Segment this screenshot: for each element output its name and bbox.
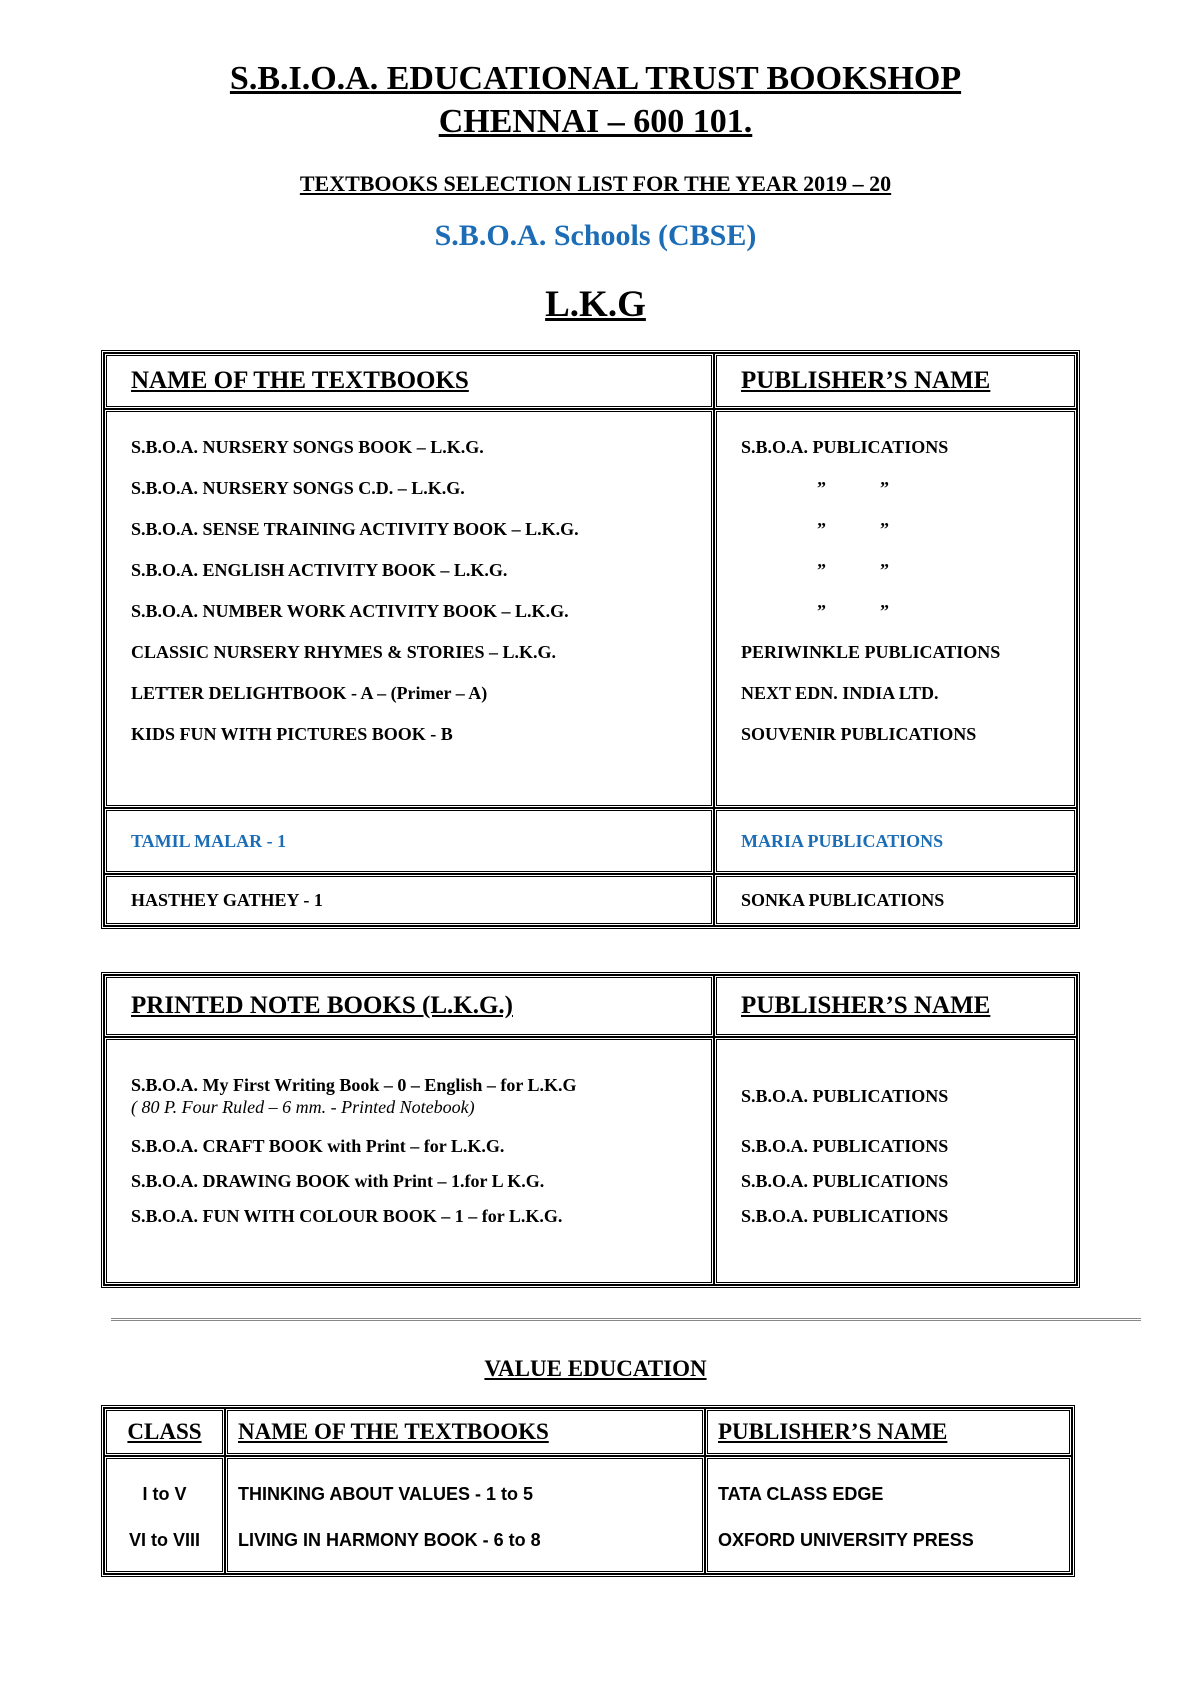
schools-heading: S.B.O.A. Schools (CBSE) bbox=[434, 219, 757, 252]
list-item: S.B.O.A. PUBLICATIONS bbox=[741, 1171, 949, 1191]
list-item-note: ( 80 P. Four Ruled – 6 mm. - Printed Notebook) bbox=[131, 1097, 475, 1117]
textbooks-list bbox=[104, 409, 714, 808]
list-item: S.B.O.A. NUMBER WORK ACTIVITY BOOK – L.K.G. bbox=[131, 601, 569, 621]
table-cell: TATA CLASS EDGE bbox=[718, 1484, 884, 1504]
list-item: S.B.O.A. PUBLICATIONS bbox=[741, 1206, 949, 1226]
page-subtitle: TEXTBOOKS SELECTION LIST FOR THE YEAR 2019 – 20 bbox=[299, 171, 892, 196]
textbooks-header-name: NAME OF THE TEXTBOOKS bbox=[104, 353, 714, 409]
table-cell: I to V bbox=[142, 1484, 187, 1504]
hindi-publisher: SONKA PUBLICATIONS bbox=[714, 874, 1077, 926]
ve-header-publisher: PUBLISHER’S NAME bbox=[705, 1408, 1072, 1456]
ve-header-class: CLASS bbox=[104, 1408, 225, 1456]
list-item: NEXT EDN. INDIA LTD. bbox=[741, 683, 939, 703]
list-item: S.B.O.A. FUN WITH COLOUR BOOK – 1 – for L.K.G. bbox=[131, 1206, 563, 1226]
notebooks-table bbox=[101, 972, 1080, 1288]
ve-header-book: NAME OF THE TEXTBOOKS bbox=[225, 1408, 705, 1456]
page-title-location: CHENNAI – 600 101. bbox=[438, 103, 753, 140]
list-item: S.B.O.A. DRAWING BOOK with Print – 1.for L K.G. bbox=[131, 1171, 545, 1191]
page-title: S.B.I.O.A. EDUCATIONAL TRUST BOOKSHOP bbox=[229, 60, 962, 97]
notebooks-list bbox=[104, 1037, 714, 1285]
notebooks-publishers bbox=[714, 1037, 1077, 1285]
table-cell: VI to VIII bbox=[128, 1530, 200, 1550]
list-item: S.B.O.A. ENGLISH ACTIVITY BOOK – L.K.G. bbox=[131, 560, 508, 580]
list-item: S.B.O.A. NURSERY SONGS C.D. – L.K.G. bbox=[131, 478, 465, 498]
value-education-table bbox=[101, 1405, 1075, 1577]
notebooks-header-name: PRINTED NOTE BOOKS (L.K.G.) bbox=[104, 975, 714, 1037]
list-item: S.B.O.A. PUBLICATIONS bbox=[741, 1086, 949, 1106]
list-item: S.B.O.A. PUBLICATIONS bbox=[741, 1136, 949, 1156]
notebooks-header-publisher: PUBLISHER’S NAME bbox=[714, 975, 1077, 1037]
tamil-publisher: MARIA PUBLICATIONS bbox=[714, 808, 1077, 874]
table-cell: LIVING IN HARMONY BOOK - 6 to 8 bbox=[238, 1530, 541, 1550]
table-cell: OXFORD UNIVERSITY PRESS bbox=[718, 1530, 974, 1550]
tamil-book: TAMIL MALAR - 1 bbox=[104, 808, 714, 874]
list-item: S.B.O.A. My First Writing Book – 0 – English – for L.K.G bbox=[131, 1075, 577, 1095]
list-item: LETTER DELIGHTBOOK - A – (Primer – A) bbox=[131, 683, 488, 703]
ditto-mark: ” ” bbox=[817, 478, 889, 498]
textbooks-header-publisher: PUBLISHER’S NAME bbox=[714, 353, 1077, 409]
publishers-list bbox=[714, 409, 1077, 808]
grade-heading: L.K.G bbox=[545, 284, 646, 325]
section-divider bbox=[111, 1318, 1141, 1321]
list-item: PERIWINKLE PUBLICATIONS bbox=[741, 642, 1001, 662]
ve-book-column bbox=[225, 1456, 705, 1574]
hindi-book: HASTHEY GATHEY - 1 bbox=[104, 874, 714, 926]
list-item: S.B.O.A. PUBLICATIONS bbox=[741, 437, 949, 457]
list-item: S.B.O.A. SENSE TRAINING ACTIVITY BOOK – L.K.G. bbox=[131, 519, 579, 539]
list-item: CLASSIC NURSERY RHYMES & STORIES – L.K.G. bbox=[131, 642, 556, 662]
list-item: S.B.O.A. NURSERY SONGS BOOK – L.K.G. bbox=[131, 437, 484, 457]
list-item: SOUVENIR PUBLICATIONS bbox=[741, 724, 977, 744]
textbooks-table bbox=[101, 350, 1080, 929]
list-item: S.B.O.A. CRAFT BOOK with Print – for L.K.G. bbox=[131, 1136, 505, 1156]
value-education-title: VALUE EDUCATION bbox=[484, 1356, 707, 1381]
ditto-mark: ” ” bbox=[817, 601, 889, 621]
ditto-mark: ” ” bbox=[817, 560, 889, 580]
list-item: KIDS FUN WITH PICTURES BOOK - B bbox=[131, 724, 453, 744]
ditto-mark: ” ” bbox=[817, 519, 889, 539]
ve-class-column bbox=[104, 1456, 225, 1574]
table-cell: THINKING ABOUT VALUES - 1 to 5 bbox=[238, 1484, 534, 1504]
ve-publisher-column bbox=[705, 1456, 1072, 1574]
